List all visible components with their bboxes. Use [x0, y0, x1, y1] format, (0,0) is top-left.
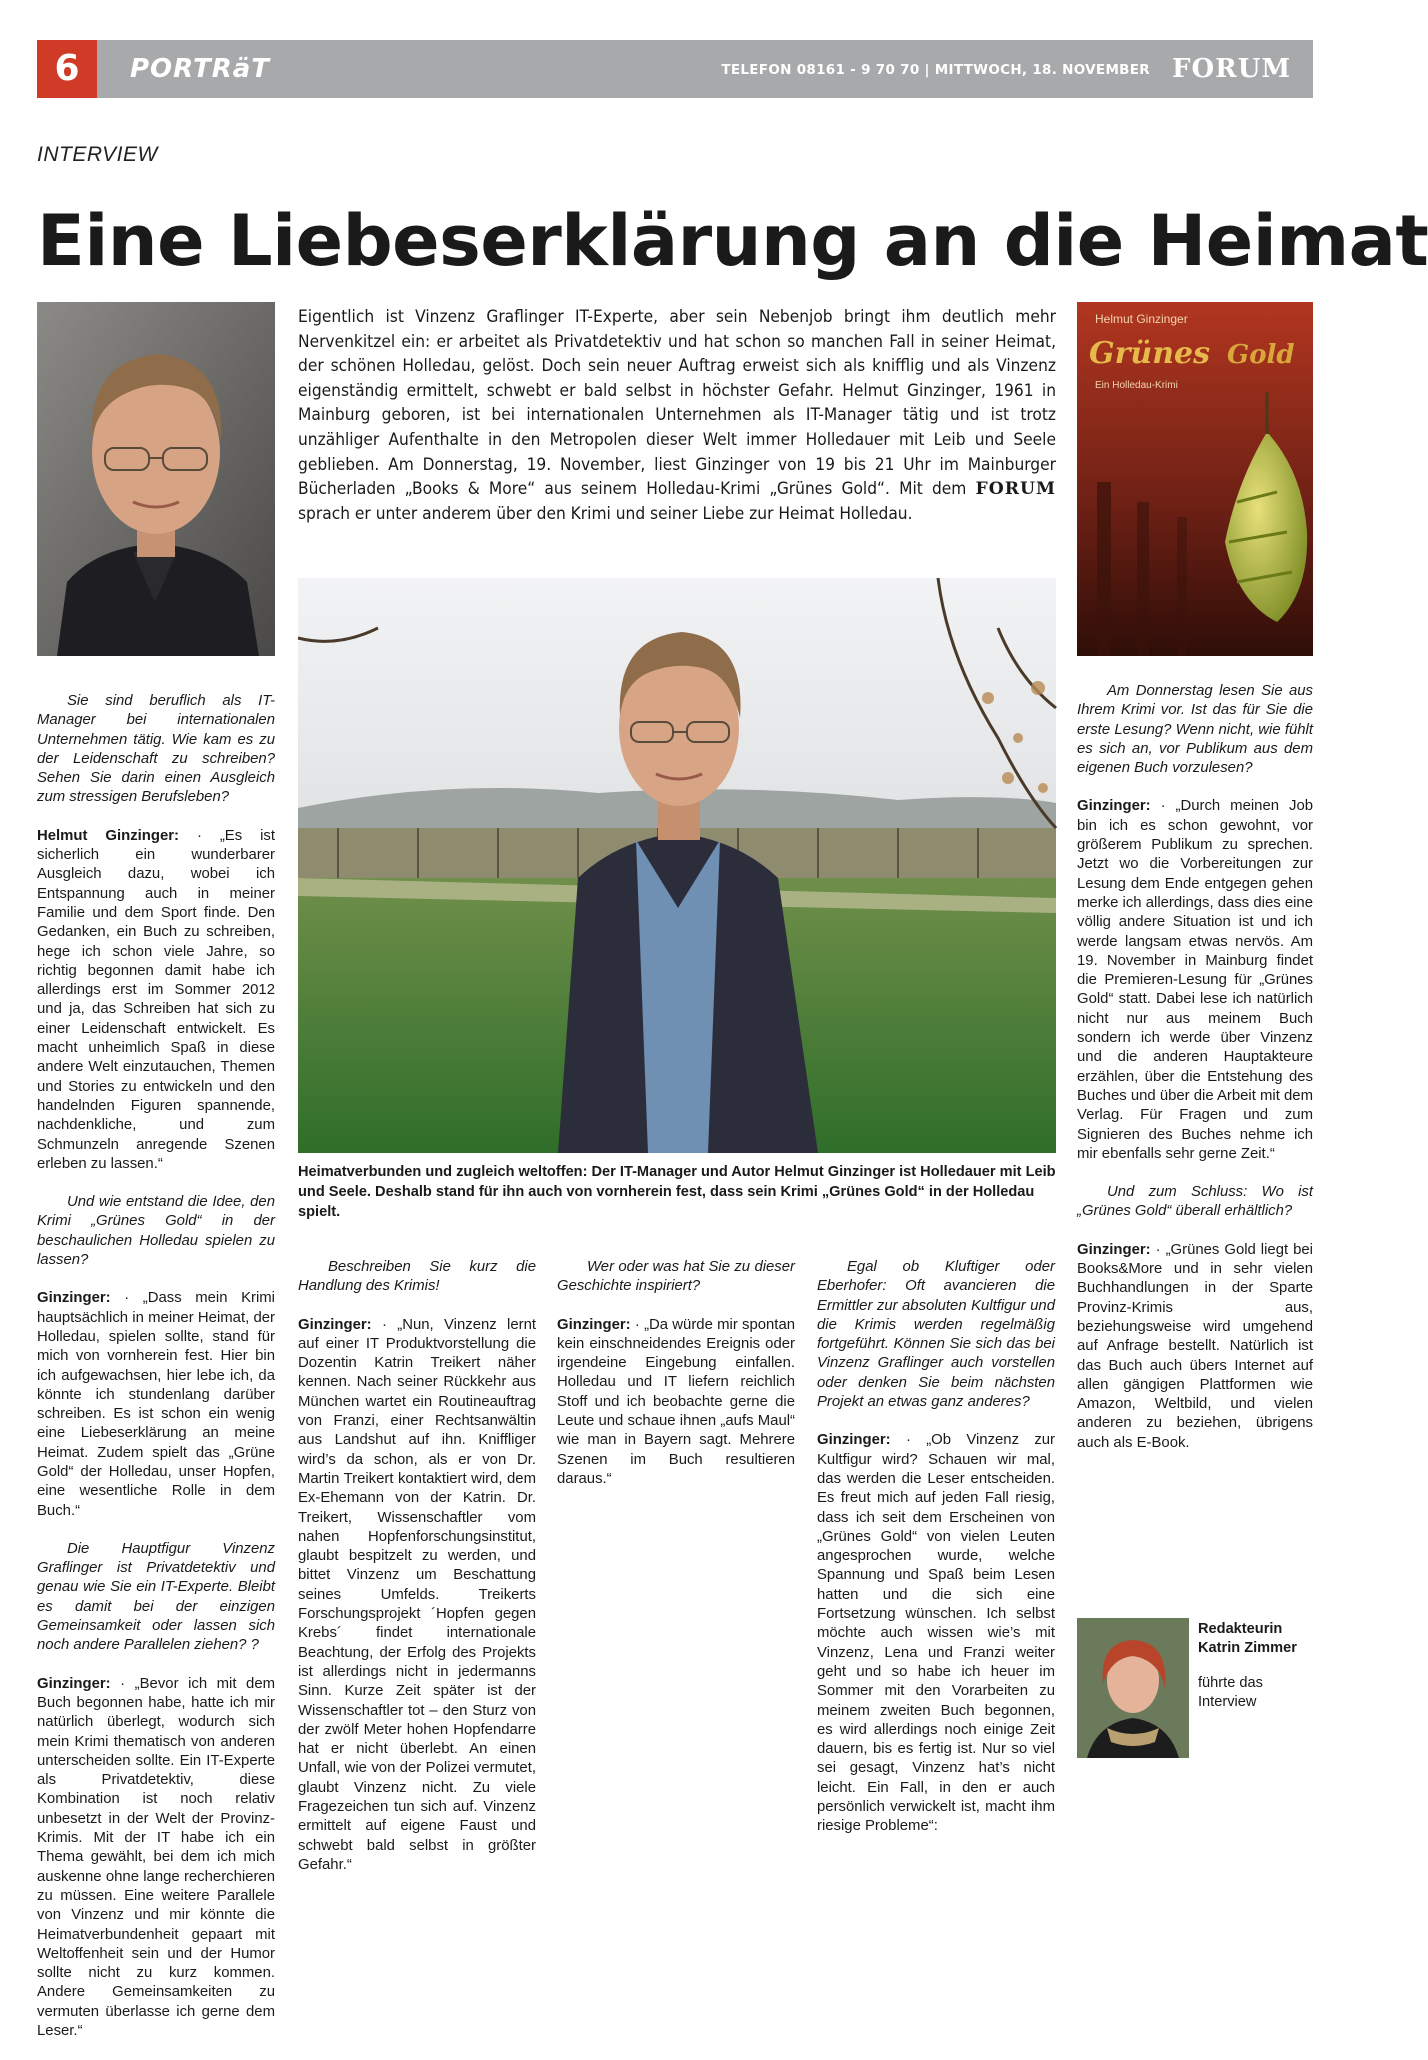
- answer-3-text: · „Bevor ich mit dem Buch begonnen habe, hatte ich mir natürlich überlegt, wodurch sich mein Krimi thematisch von anderen unterscheiden sollte. Ein IT-Experte als Privatdetektiv, diese Kombination ist noch relativ unbesetzt in der Welt der Provinz-Krimis. Mit der IT habe ich ein Thema gewählt, bei dem ich mich auskenne ohne lange recherchieren zu müssen. Eine weitere Parallele von Vinzenz und mir könnte die Heimatverbundenheit gepaart mit Weltoffenheit sein und der Humor sollte nicht zu kurz kommen. Andere Gemeinsamkeiten zu vermuten überlasse ich gerne dem Leser.“: [37, 1675, 276, 2039]
- lead-text: Eigentlich ist Vinzenz Graflinger IT-Experte, aber sein Nebenjob bringt ihm deutlich mehr Nervenkitzel ein: er arbeitet als Privatdetektiv und hat schon so manchen Fall in seiner Heimat, der schönen Holledau, gelöst. Doch sein neuer Auftrag erweist sich als knifflig und als Vinzenz eigenständig ermittelt, schwebt er bald selbst in höchster Gefahr. Helmut Ginzinger, 1961 in Mainburg geboren, ist bei internationalen Unternehmen als IT-Manager tätig und ist trotz unzähliger Aufenthalte in den Metropolen dieser Welt immer Holledauer mit Leib und Seele geblieben. Am Donnerstag, 19. November, liest Ginzinger von 19 bis 21 Uhr im Mainburger Bücherladen „Books & More“ aus seinem Holledau-Krimi „Grünes Gold“. Mit dem: [298, 307, 1056, 500]
- question-2: Und wie entstand die Idee, den Krimi „Grünes Gold“ in der beschaulichen Holledau spielen zu lassen?: [37, 1194, 275, 1269]
- column-2: [298, 1258, 536, 1894]
- answer-4-text: · „Nun, Vinzenz lernt auf einer IT Produktvorstellung die Dozentin Katrin Treikert näher kennen. Nach seiner Rückkehr aus München wartet ein Routineauftrag von Franzi, einer Rechtsanwältin aus Landshut auf ihn. Kniffliger wird’s da schon, als er von Dr. Martin Treikert kontaktiert wird, dem Ex-Ehemann von der Katrin. Dr. Treikert, Wissenschaftler vom nahen Hopfenforschungsinstitut, glaubt bespitzelt zu werden, und bittet Vinzenz um Beschattung seines Umfelds. Treikerts Forschungsprojekt ´Hopfen gegen Krebs´ findet internationale Beachtung, der Erfolg des Projekts ist allerdings nicht in jedermanns Sinn. Kurze Zeit später ist der Wissenschaftler tot – den Sturz von der zwölf Meter hohen Hopfendarre hat er nicht überlebt. An einen Unfall, wie von der Polizei vermutet, glaubt Vinzenz nicht. Zu viele Fragezeichen tun sich auf. Vinzenz ermittelt auf eigene Faust und schwebt bald selbst in größter Gefahr.“: [298, 1316, 536, 1873]
- question-4: Beschreiben Sie kurz die Handlung des Krimis!: [298, 1259, 536, 1295]
- column-1: [37, 692, 275, 2060]
- editor-role: Redakteurin: [1198, 1621, 1283, 1637]
- answer-6-text: · „Ob Vinzenz zur Kultfigur wird? Schauen wir mal, das werden die Leser entscheiden. Es freut mich auf jeden Fall riesig, dass ich seit dem Erscheinen von „Grünes Gold“ von vielen Leuten angesprochen wurde, welche Spannung und Spaß beim Lesen hatten und die sich eine Fortsetzung wünschen. Ich selbst möchte auch wissen wie’s mit Vinzenz, Lena und Franzi weiter geht und so habe ich heuer im Sommer mit den Vorarbeiten zu meinem zweiten Buch begonnen, es wird allerdings noch einige Zeit dauern, bis es fertig ist. Nur so viel sei gesagt, Vinzenz hat’s nicht leicht. Ein Fall, in den er auch persönlich verwickelt ist, macht ihm riesige Probleme“:: [817, 1432, 1056, 1835]
- header-meta: TELEFON 08161 - 9 70 70 | MITTWOCH, 18. NOVEMBER 2015: [721, 62, 1150, 138]
- book-title-1: Grünes: [1089, 336, 1211, 371]
- speaker-1: Helmut Ginzinger:: [37, 827, 180, 844]
- answer-2: [37, 1289, 275, 1521]
- answer-1-text: · „Es ist sicherlich ein wunderbarer Ausgleich dazu, wobei ich Entspannung auch in meiner Familie und dem Sport finde. Den Gedanken, ein Buch zu schreiben, hege ich schon viele Jahre, so richtig begonnen damit habe ich allerdings erst im Sommer 2012 und ja, das Schreiben hat sich zu einer Leidenschaft entwickelt. Es macht unheimlich Spaß in diese andere Welt einzutauchen, Themen und Stories zu entwickeln und den handelnden Figuren spannende, nachdenkliche, und zum Schmunzeln anregende Szenen erleben zu lassen.“: [37, 827, 276, 1172]
- book-cover: [1077, 302, 1313, 656]
- page-number: 6: [37, 40, 97, 98]
- main-photo: [298, 578, 1056, 1153]
- answer-7: [1077, 797, 1313, 1164]
- kicker: INTERVIEW: [37, 143, 158, 166]
- book-title-2: Gold: [1227, 340, 1295, 370]
- book-author: Helmut Ginzinger: [1095, 312, 1188, 326]
- question-7: Am Donnerstag lesen Sie aus Ihrem Krimi vor. Ist das für Sie die erste Lesung? Wenn nicht, wie fühlt es sich an, vor Publikum aus dem eigenen Buch vorzulesen?: [1077, 683, 1313, 777]
- answer-5: [557, 1316, 795, 1490]
- lead-text-end: sprach er unter anderem über den Krimi und seiner Liebe zur Heimat Holledau.: [298, 503, 913, 524]
- forum-logo: FORUM: [1172, 54, 1292, 84]
- answer-4: [298, 1316, 536, 1876]
- headline: Eine Liebeserklärung an die Heimat: [37, 200, 1428, 282]
- section-label: PORTRäT: [130, 54, 271, 84]
- editor-name: Katrin Zimmer: [1198, 1640, 1297, 1656]
- editor-name-block: [1198, 1620, 1313, 1658]
- photo-caption: Heimatverbunden und zugleich weltoffen: Der IT-Manager und Autor Helmut Ginzinger ist Holledauer mit Leib und Seele. Deshalb stand für ihn auch von vornherein fest, dass sein Krimi „Grünes Gold“ in der Holledau spielt.: [298, 1164, 1056, 1220]
- answer-8: [1077, 1241, 1313, 1453]
- column-5: [1077, 682, 1313, 1472]
- lead-forum-logo: FORUM: [975, 479, 1056, 500]
- column-3: [557, 1258, 795, 1508]
- book-subtitle: Ein Holledau-Krimi: [1095, 380, 1178, 391]
- speaker-8: Ginzinger:: [1077, 1241, 1151, 1258]
- question-3: Die Hauptfigur Vinzenz Graflinger ist Privatdetektiv und genau wie Sie ein IT-Experte. Bleibt es damit bei der einzigen Gemeinsamkeit oder lassen sich noch andere Parallelen ziehen? ?: [37, 1540, 275, 1654]
- question-8: Und zum Schluss: Wo ist „Grünes Gold“ überall erhältlich?: [1077, 1184, 1313, 1220]
- answer-3-start: [37, 1675, 275, 2042]
- editor-photo: [1077, 1618, 1189, 1758]
- speaker-5: Ginzinger:: [557, 1316, 631, 1333]
- answer-6: [817, 1431, 1055, 1836]
- speaker-7: Ginzinger:: [1077, 798, 1151, 815]
- column-4: [817, 1258, 1055, 1856]
- question-1: Sie sind beruflich als IT-Manager bei internationalen Unternehmen tätig. Wie kam es zu der Leidenschaft zu schreiben? Sehen Sie darin einen Ausgleich zum stressigen Berufsleben?: [37, 693, 275, 806]
- speaker-6: Ginzinger:: [817, 1432, 891, 1449]
- answer-8-text: · „Grünes Gold liegt bei Books&More und in sehr vielen Buchhandlungen in der Sparte Provinz-Krimis aus, beziehungsweise wird umgehend auf Anfrage bestellt. Natürlich ist das Buch auch übers Internet auf allen gängigen Plattformen wie Amazon, Weltbild, und vielen anderen zu beziehen, übrigens auch als E-Book.: [1077, 1241, 1313, 1451]
- lead-paragraph: [298, 305, 1056, 526]
- speaker-3: Ginzinger:: [37, 1675, 111, 1692]
- answer-7-text: · „Durch meinen Job bin ich es schon gewohnt, vor größerem Publikum zu sprechen. Jetzt wo die Vorbereitungen zur Lesung dem Ende entgegen gehen merke ich allerdings, dass dies eine völlig andere Situation ist und ich werde langsam etwas nervös. Am 19. November in Mainburg findet die Premieren-Lesung für „Grünes Gold“ statt. Dabei lese ich natürlich nicht nur aus meinem Buch sondern ich werde über Vinzenz und die anderen Hauptakteure erzählen, über die Entstehung des Buches und über die Arbeit mit dem Verlag. Für Fragen und zum Signieren des Buches nehme ich mir ebenfalls sehr gerne Zeit.“: [1077, 798, 1314, 1162]
- question-6: Egal ob Kluftiger oder Eberhofer: Oft avancieren die Ermittler zur absoluten Kultfigur und die Krimis werden regelmäßig fortgeführt. Können Sie sich das bei Vinzenz Graflinger auch vorstellen oder denken Sie beim nächsten Projekt an etwas ganz anderes?: [817, 1259, 1055, 1411]
- answer-2-text: · „Dass mein Krimi hauptsächlich in meiner Heimat, der Holledau, spielen sollte, stand für mich von vornherein fest. Hier bin ich aufgewachsen, hier lebe ich, da könnte ich stundenlang darüber schreiben. Es ist schon ein wenig eine Liebeserklärung an meine Heimat. Zudem spielt das „Grüne Gold“ der Holledau, unser Hopfen, eine wesentliche Rolle in dem Buch.“: [37, 1290, 275, 1519]
- question-5: Wer oder was hat Sie zu dieser Geschichte inspiriert?: [557, 1259, 795, 1295]
- answer-1: [37, 827, 275, 1174]
- speaker-2: Ginzinger:: [37, 1290, 111, 1307]
- speaker-4: Ginzinger:: [298, 1316, 372, 1333]
- author-portrait: [37, 302, 275, 656]
- answer-5-text: · „Da würde mir spontan kein einschneidendes Ereignis oder irgendeine Eingebung einfallen. Holledau und IT liefern reichlich Stoff und ich beobachte gerne die Leute und schaue ihnen „aufs Maul“ wie man in Bayern sagt. Mehrere Szenen im Buch resultieren daraus.“: [557, 1316, 796, 1487]
- editor-note: führte das Interview: [1198, 1675, 1263, 1710]
